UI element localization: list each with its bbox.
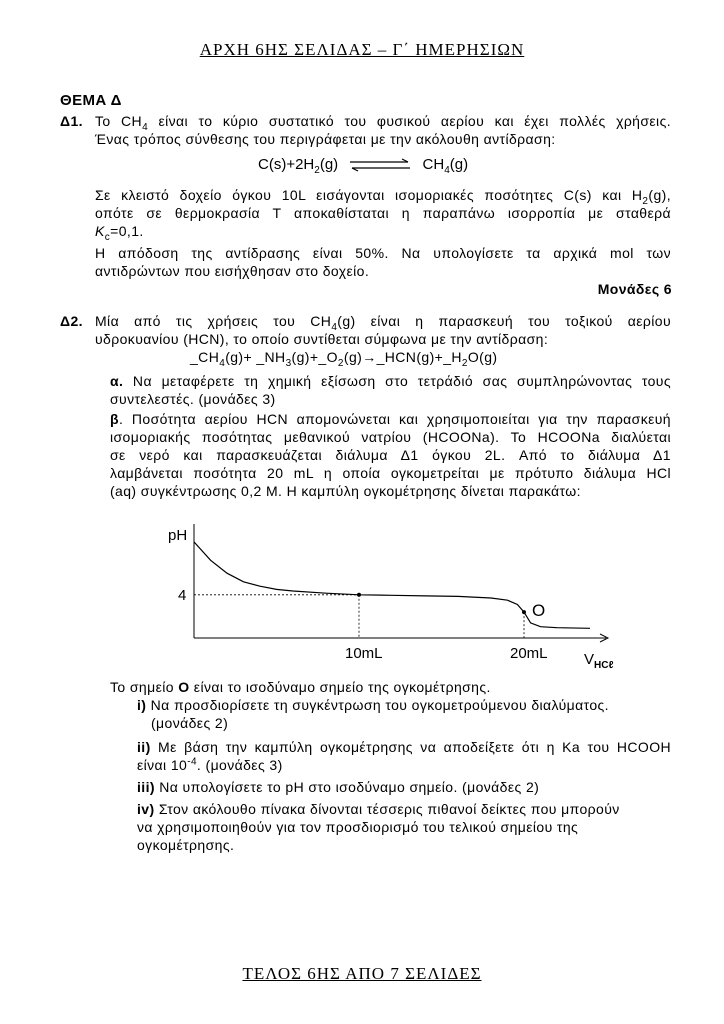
y-tick-label-4: 4 (178, 586, 187, 604)
d1-marks: Μονάδες 6 (597, 281, 672, 297)
half-equivalence-point (357, 593, 361, 597)
equivalence-point-label: Ο (532, 601, 546, 621)
q-ii-line2: είναι $10^{-4}$. (μονάδες 3) (137, 756, 283, 773)
d2b-line5: (aq) συγκέντρωσης 0,2 M. Η καμπύλη ογκομέτρησης δίνεται παρακάτω: (110, 483, 581, 499)
q-i-line2: (μονάδες 2) (151, 715, 229, 731)
d1-label: Δ1. (60, 113, 83, 129)
d2a-line1: α. Να μεταφέρετε τη χημική εξίσωση στο τετράδιό σας συμπληρώνοντας τους (110, 373, 671, 389)
q-ii-line1: ii) Με βάση την καμπύλη ογκομέτρησης να αποδείξετε ότι η Ka του HCOOH (137, 739, 671, 755)
d2-label: Δ2. (60, 313, 83, 329)
theme-title: ΘΕΜΑ Δ (60, 92, 122, 109)
titration-curve (194, 542, 590, 628)
d2b-line1: β. Ποσότητα αερίου HCN απομονώνεται και χρησιμοποιείται για την παρασκευή (110, 411, 671, 427)
equivalence-point (522, 610, 526, 614)
q-iv-line3: ογκομέτρησης. (137, 837, 235, 853)
page-footer: ΤΕΛΟΣ 6ΗΣ ΑΠΟ 7 ΣΕΛΙΔΕΣ (242, 964, 482, 983)
d2-line2: υδροκυανίου (HCN), το οποίο συντίθεται σύμφωνα με την αντίδραση: (95, 331, 549, 347)
d2a-line2: συντελεστές. (μονάδες 3) (110, 391, 276, 407)
q-iv-line1: iv) Στον ακόλουθο πίνακα δίνονται τέσσερις πιθανοί δείκτες που μπορούν (137, 801, 620, 817)
d1-p1-line1: Σε κλειστό δοχείο όγκου 10L εισάγονται ισομοριακές ποσότητες C(s) και $H_2(g)$, (95, 187, 671, 207)
q-i-line1: i) Να προσδιορίσετε τη συγκέντρωση του ογκομετρούμενου διαλύματος. (137, 697, 609, 713)
d1-p2-line1: Η απόδοση της αντίδρασης είναι 50%. Να υπολογίσετε τα αρχικά mol των (95, 245, 671, 261)
x-tick-label-20ml: 20mL (510, 645, 548, 662)
x-axis-label: $V_{HC\ell}$ (584, 651, 614, 671)
d2-line1: Μία από τις χρήσεις του $CH_4(g)$ είναι η παρασκευή του τοξικού αερίου (95, 313, 671, 333)
d2-equation: $\_CH_4(g)+$ $\_NH_3(g)+\_O_2(g)\to\_HCN(g)+\_H_2O(g)$ (190, 349, 498, 369)
d1-p1-line2: οπότε σε θερμοκρασία Τ αποκαθίσταται η παραπάνω ισορροπία με σταθερά (95, 205, 671, 221)
d1-line2: Ένας τρόπος σύνθεσης του περιγράφεται με την ακόλουθη αντίδραση: (95, 131, 556, 147)
page-header: ΑΡΧΗ 6ΗΣ ΣΕΛΙΔΑΣ – Γ΄ ΗΜΕΡΗΣΙΩΝ (199, 40, 525, 59)
d2b-line3: σε νερό και παρασκευάζεται διάλυμα Δ1 όγκου 2L. Από το διάλυμα Δ1 (110, 447, 671, 463)
q-iii-line: iii) Να υπολογίσετε το pH στο ισοδύναμο σημείο. (μονάδες 2) (137, 779, 540, 795)
d1-p2-line2: αντιδρώντων που εισήχθησαν στο δοχείο. (95, 263, 370, 279)
q-iv-line2: να χρησιμοποιηθούν για τον προσδιορισμό του τελικού σημείου της (137, 819, 579, 835)
x-tick-label-10ml: 10mL (345, 645, 383, 662)
o-point-line: Το σημείο Ο είναι το ισοδύναμο σημείο της ογκομέτρησης. (110, 679, 491, 695)
d2b-line4: λαμβάνεται ποσότητα 20 mL η οποία ογκομετρείται με πρότυπο διάλυμα HCl (110, 465, 671, 481)
titration-chart (150, 510, 630, 678)
y-axis-label: pH (168, 527, 188, 544)
d1-p1-line3: $K_c=0,1$. (95, 223, 144, 243)
d1-equation: $C(s)+2H_2(g)$ $CH_4(g)$ (258, 156, 469, 176)
d1-line1: Το $CH_4$ είναι το κύριο συστατικό του φυσικού αερίου και έχει πολλές χρήσεις. (95, 113, 672, 133)
equilibrium-arrow-icon (348, 158, 412, 172)
d2b-line2: ισομοριακής ποσότητας μεθανικού νατρίου (HCOONa). Το HCOONa διαλύεται (110, 429, 671, 445)
